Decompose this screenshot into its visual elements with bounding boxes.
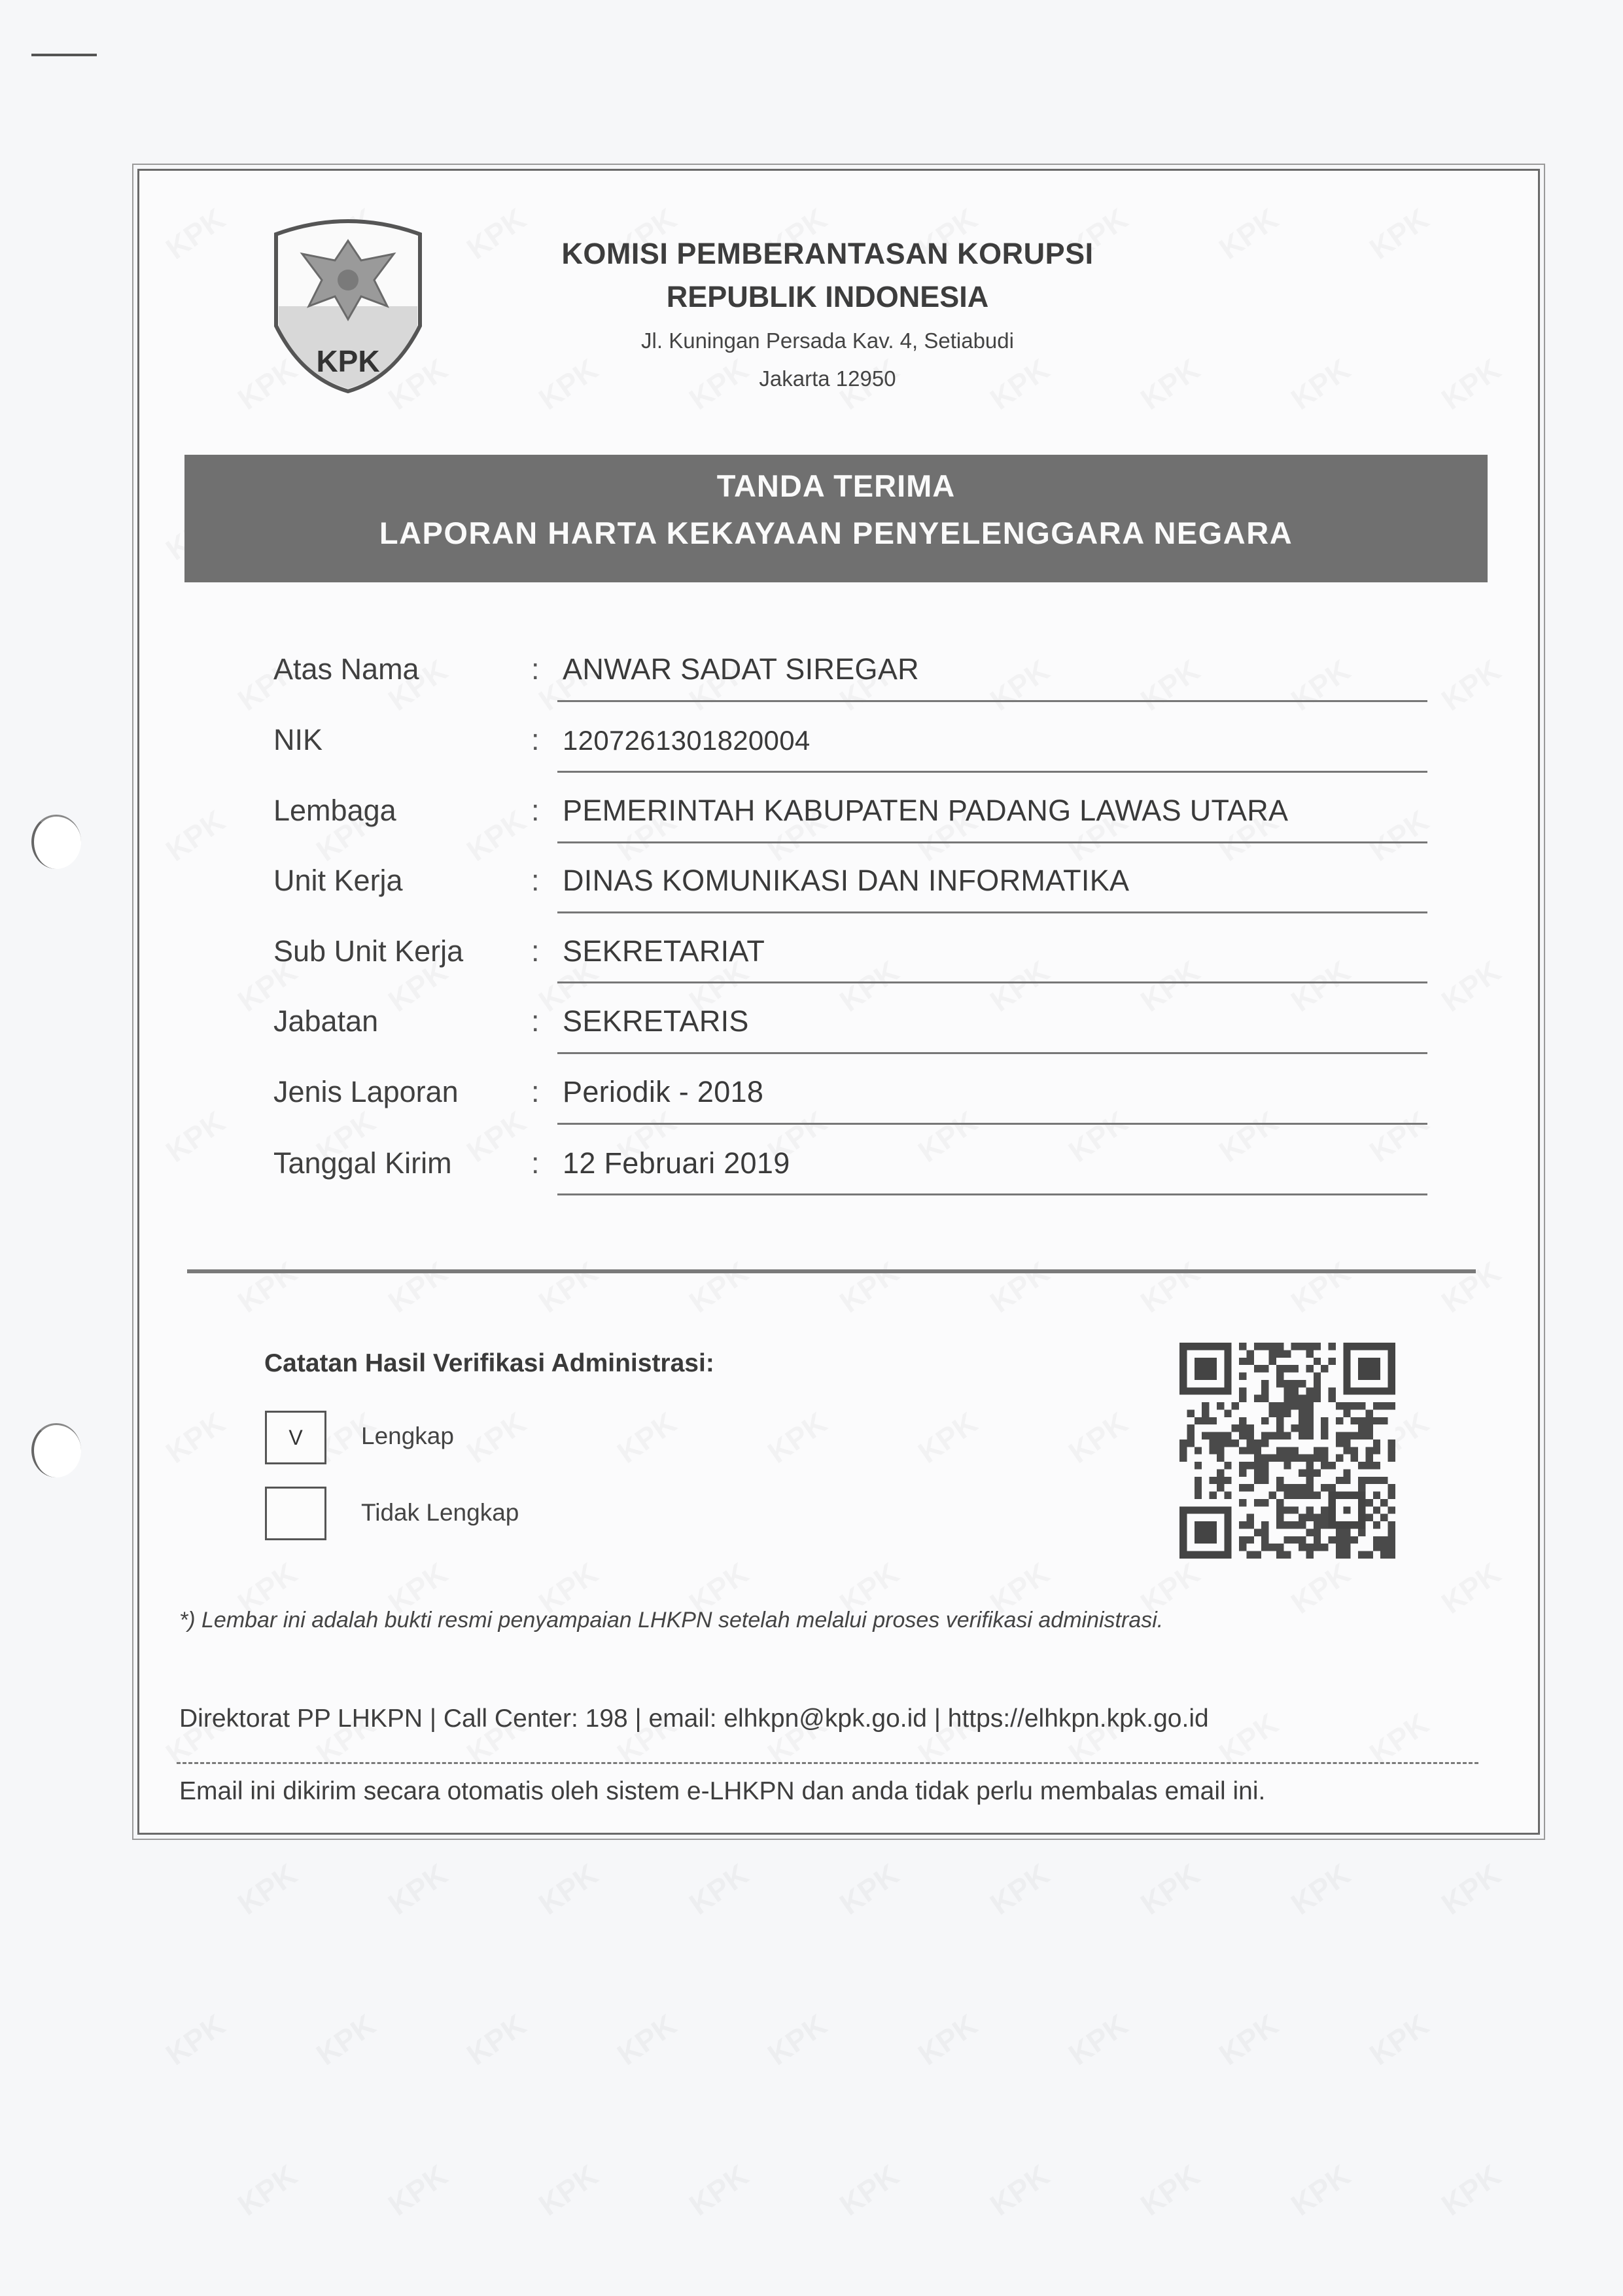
watermark-text — [833, 2157, 905, 2223]
watermark-text — [381, 2157, 454, 2223]
watermark-text — [1435, 1856, 1507, 1922]
field-colon: : — [531, 1075, 540, 1108]
field-label-nik: NIK — [273, 723, 323, 756]
footer-auto-notice: Email ini dikirim secara otomatis oleh sistem e-LHKPN dan anda tidak perlu membalas email ini. — [179, 1777, 1266, 1805]
field-colon: : — [531, 794, 540, 827]
address-line-1: Jl. Kuningan Persada Kav. 4, Setiabudi — [641, 328, 1014, 353]
field-underline — [557, 1193, 1427, 1195]
field-label-unit-kerja: Unit Kerja — [273, 864, 403, 897]
field-label-lembaga: Lembaga — [273, 794, 396, 827]
field-underline — [557, 911, 1427, 913]
watermark-text — [911, 2007, 984, 2072]
watermark-text — [231, 1856, 304, 1922]
watermark-text — [532, 1856, 604, 1922]
checkbox-label-tidak-lengkap: Tidak Lengkap — [361, 1499, 519, 1526]
field-underline — [557, 981, 1427, 983]
checkbox-lengkap[interactable]: V — [265, 1411, 326, 1464]
field-underline — [557, 841, 1427, 843]
kpk-logo-icon — [263, 215, 433, 398]
field-label-atas-nama: Atas Nama — [273, 652, 419, 686]
punch-hole-top — [31, 815, 81, 869]
watermark-text — [381, 1856, 454, 1922]
footer-dashed-divider — [177, 1762, 1478, 1764]
watermark-text — [1062, 2007, 1134, 2072]
field-colon: : — [531, 1146, 540, 1180]
address-line-2: Jakarta 12950 — [759, 366, 896, 391]
verification-title: Catatan Hasil Verifikasi Administrasi: — [264, 1349, 714, 1377]
watermark-text — [1284, 1856, 1357, 1922]
title-banner — [184, 455, 1488, 582]
field-value-unit-kerja: DINAS KOMUNIKASI DAN INFORMATIKA — [563, 864, 1130, 897]
footer-contact: Direktorat PP LHKPN | Call Center: 198 | email: elhkpn@kpk.go.id | https://elhkpn.kpk.go.id — [179, 1704, 1209, 1733]
field-colon: : — [531, 1004, 540, 1038]
banner-title: TANDA TERIMA — [716, 468, 956, 503]
watermark-text — [231, 2157, 304, 2223]
field-label-jabatan: Jabatan — [273, 1004, 379, 1038]
watermark-text — [682, 2157, 755, 2223]
watermark-text — [833, 1856, 905, 1922]
scan-mark — [31, 54, 97, 56]
field-underline — [557, 1123, 1427, 1125]
field-value-atas-nama: ANWAR SADAT SIREGAR — [563, 652, 919, 686]
watermark-text — [983, 1856, 1056, 1922]
org-name: KOMISI PEMBERANTASAN KORUPSI — [561, 237, 1094, 270]
watermark-text — [1435, 2157, 1507, 2223]
watermark-text — [1134, 2157, 1206, 2223]
watermark-text — [1284, 2157, 1357, 2223]
field-value-tanggal-kirim: 12 Februari 2019 — [563, 1146, 790, 1180]
section-divider — [187, 1269, 1476, 1273]
banner-subtitle: LAPORAN HARTA KEKAYAAN PENYELENGGARA NEGARA — [379, 516, 1293, 550]
field-colon: : — [531, 723, 540, 756]
field-colon: : — [531, 652, 540, 686]
watermark-text — [761, 2007, 833, 2072]
watermark-text — [460, 2007, 532, 2072]
field-value-jabatan: SEKRETARIS — [563, 1004, 749, 1038]
field-label-sub-unit-kerja: Sub Unit Kerja — [273, 934, 464, 968]
field-colon: : — [531, 934, 540, 968]
kpk-logo-text: KPK — [316, 344, 380, 378]
watermark-text — [983, 2157, 1056, 2223]
watermark-text — [610, 2007, 683, 2072]
watermark-text — [682, 1856, 755, 1922]
watermark-text — [532, 2157, 604, 2223]
field-value-lembaga: PEMERINTAH KABUPATEN PADANG LAWAS UTARA — [563, 794, 1289, 827]
field-value-nik: 1207261301820004 — [563, 725, 811, 756]
field-underline — [557, 771, 1427, 773]
watermark-text — [309, 2007, 382, 2072]
field-underline — [557, 700, 1427, 702]
watermark-text — [1363, 2007, 1435, 2072]
checkbox-tidak-lengkap[interactable] — [265, 1487, 326, 1540]
field-colon: : — [531, 864, 540, 897]
field-underline — [557, 1052, 1427, 1054]
field-label-tanggal-kirim: Tanggal Kirim — [273, 1146, 452, 1180]
verification-note: *) Lembar ini adalah bukti resmi penyampaian LHKPN setelah melalui proses verifikasi administrasi. — [179, 1608, 1164, 1633]
field-value-jenis-laporan: Periodik - 2018 — [563, 1075, 764, 1108]
watermark-text — [1212, 2007, 1285, 2072]
punch-hole-bottom — [31, 1423, 81, 1477]
checkbox-label-lengkap: Lengkap — [361, 1422, 454, 1449]
country-name: REPUBLIK INDONESIA — [666, 280, 989, 313]
field-label-jenis-laporan: Jenis Laporan — [273, 1075, 459, 1108]
watermark-text — [1134, 1856, 1206, 1922]
watermark-text — [159, 2007, 232, 2072]
field-value-sub-unit-kerja: SEKRETARIAT — [563, 934, 765, 968]
qr-code-icon — [1178, 1343, 1397, 1559]
